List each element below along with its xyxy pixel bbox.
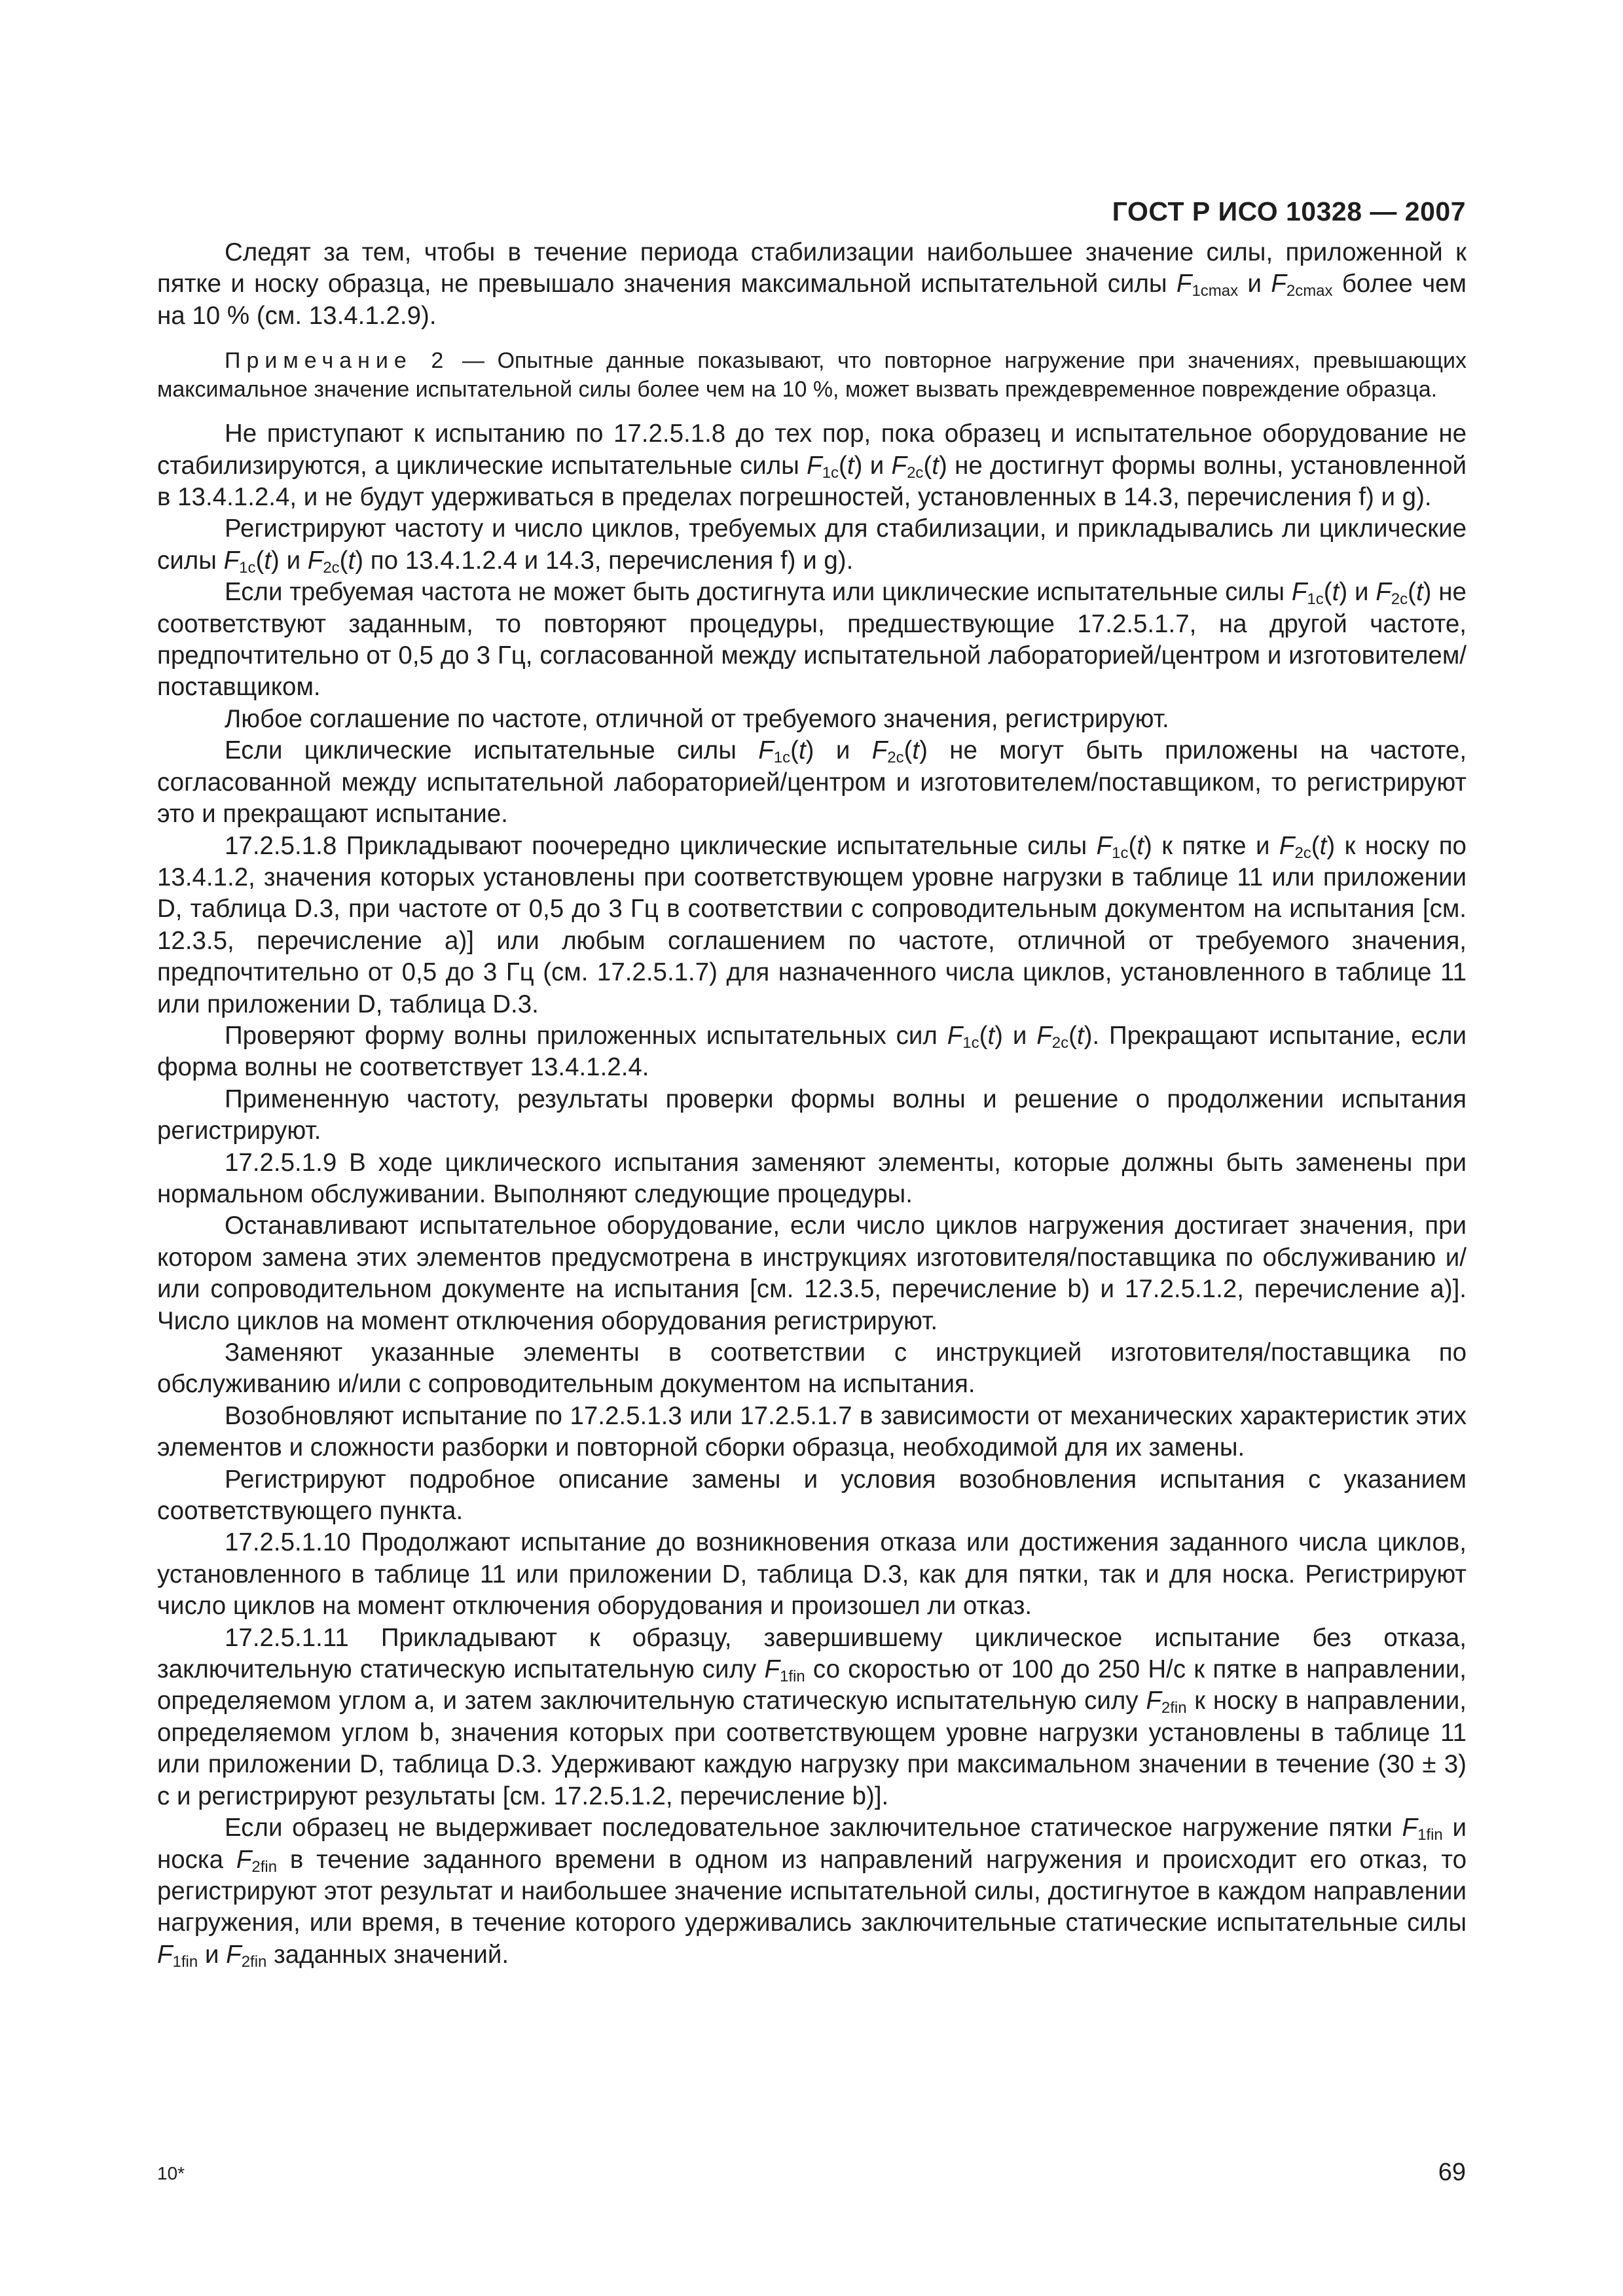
note-2: Примечание 2 — Опытные данные показывают, что повторное нагружение при значениях, превышающих максимальное значение испытательной силы более чем на 10 %, может вызвать преждевременное повреждение образца.	[157, 348, 1467, 403]
paragraph-applied-frequency: Примененную частоту, результаты проверки формы волны и решение о продолжении испытания регистрируют.	[157, 1085, 1467, 1145]
document-body	[157, 237, 1467, 1971]
paragraph-waveform-check: Проверяют форму волны приложенных испытательных сил $F_{1c}(t)$ и $F_{2c}(t)$. Прекращают испытание, если форма волны не соответствует 13.4.1.2.4.	[157, 1021, 1467, 1082]
paragraph-final-static-failure: Если образец не выдерживает последовательное заключительное статическое нагружение пятки $F_{1fin}$ и носка $F_{2fin}$ в течение заданного времени в одном из направлений нагружения и происходит его отказ, то регистрируют этот результат и наибольшее значение испытательной силы, достигнутое в каждом направлении нагружения, или время, в течение которого удерживались заключительные статические испытательные силы $F_{1fin}$ и $F_{2fin}$ заданных значений.	[157, 1814, 1467, 1971]
page-number: 69	[1438, 2159, 1466, 2186]
clause-17-2-5-1-11: 17.2.5.1.11 Прикладывают к образцу, завершившему циклическое испытание без отказа, заключительную статическую испытательную силу $F_{1fin}$ со скоростью от 100 до 250 Н/с к пятке в направлении, определяемом углом a, и затем заключительную статическую испытательную силу $F_{2fin}$ к носку в направлении, определяемом углом b, значения которых при соответствующем уровне нагрузки установлены в таблице 11 или приложении D, таблица D.3. Удерживают каждую нагрузку при максимальном значении в течение (30 ± 3) с и регистрируют результаты [см. 17.2.5.1.2, перечисление b)].	[157, 1623, 1467, 1810]
clause-17-2-5-1-9: 17.2.5.1.9 В ходе циклического испытания заменяют элементы, которые должны быть заменены при нормальном обслуживании. Выполняют следующие процедуры.	[157, 1148, 1467, 1208]
clause-17-2-5-1-10: 17.2.5.1.10 Продолжают испытание до возникновения отказа или достижения заданного числа циклов, установленного в таблице 11 или приложении D, таблица D.3, как для пятки, так и для носка. Регистрируют число циклов на момент отключения оборудования и произошел ли отказ.	[157, 1528, 1467, 1621]
paragraph-resume-test: Возобновляют испытание по 17.2.5.1.3 или 17.2.5.1.7 в зависимости от механических характеристик этих элементов и сложности разборки и повторной сборки образца, необходимой для их замены.	[157, 1401, 1467, 1462]
paragraph-cannot-apply: Если циклические испытательные силы $F_{1c}(t)$ и $F_{2c}(t)$ не могут быть приложены на частоте, согласованной между испытательной лабораторией/центром и изготовителем/поставщиком, то регистрируют это и прекращают испытание.	[157, 736, 1467, 829]
paragraph-no-start: Не приступают к испытанию по 17.2.5.1.8 до тех пор, пока образец и испытательное оборудование не стабилизируются, а циклические испытательные силы $F_{1c}(t)$ и $F_{2c}(t)$ не достигнут формы волны, установленной в 13.4.1.2.4, и не будут удерживаться в пределах погрешностей, установленных в 14.3, перечисления f) и g).	[157, 420, 1467, 512]
paragraph-replace-elements: Заменяют указанные элементы в соответствии с инструкцией изготовителя/поставщика по обслуживанию и/или с сопроводительным документом на испытания.	[157, 1338, 1467, 1399]
sheet-mark: 10*	[157, 2163, 185, 2183]
document-header: ГОСТ Р ИСО 10328 — 2007	[1112, 196, 1466, 226]
paragraph-frequency-not-reached: Если требуемая частота не может быть достигнута или циклические испытательные силы $F_{1c}(t)$ и $F_{2c}(t)$ не соответствуют заданным, то повторяют процедуры, предшествующие 17.2.5.1.7, на другой частоте, предпочтительно от 0,5 до 3 Гц, согласованной между испытательной лабораторией/центром и изготовителем/поставщиком.	[157, 578, 1467, 702]
paragraph-register-replacement: Регистрируют подробное описание замены и условия возобновления испытания с указанием соответствующего пункта.	[157, 1465, 1467, 1526]
clause-17-2-5-1-8: 17.2.5.1.8 Прикладывают поочередно циклические испытательные силы $F_{1c}(t)$ к пятке и $F_{2c}(t)$ к носку по 13.4.1.2, значения которых установлены при соответствующем уровне нагрузки в таблице 11 или приложении D, таблица D.3, при частоте от 0,5 до 3 Гц в соответствии с сопроводительным документом на испытания [см. 12.3.5, перечисление а)] или любым соглашением по частоте, отличной от требуемого значения, предпочтительно от 0,5 до 3 Гц (см. 17.2.5.1.7) для назначенного числа циклов, установленного в таблице 11 или приложении D, таблица D.3.	[157, 831, 1467, 1018]
paragraph-agreement: Любое соглашение по частоте, отличной от требуемого значения, регистрируют.	[225, 704, 1169, 733]
paragraph-stop-equipment: Останавливают испытательное оборудование, если число циклов нагружения достигает значения, при котором замена этих элементов предусмотрена в инструкциях изготовителя/поставщика по обслуживанию и/или сопроводительном документе на испытания [см. 12.3.5, перечисление b) и 17.2.5.1.2, перечисление а)]. Число циклов на момент отключения оборудования регистрируют.	[157, 1211, 1467, 1335]
paragraph-stabilization: Следят за тем, чтобы в течение периода стабилизации наибольшее значение силы, приложенной к пятке и носку образца, не превышало значения максимальной испытательной силы $F_{1cmax}$ и $F_{2cmax}$ более чем на 10 % (см. 13.4.1.2.9).	[157, 238, 1467, 330]
note-label: Примечание 2	[225, 348, 450, 374]
paragraph-register-frequency: Регистрируют частоту и число циклов, требуемых для стабилизации, и прикладывались ли циклические силы $F_{1c}(t)$ и $F_{2c}(t)$ по 13.4.1.2.4 и 14.3, перечисления f) и g).	[157, 514, 1467, 577]
